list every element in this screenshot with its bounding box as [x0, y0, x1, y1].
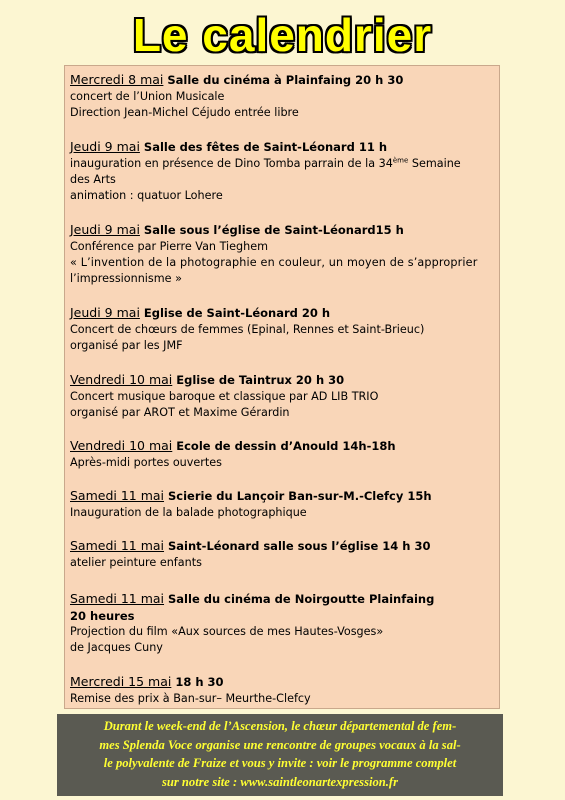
event-detail: organisé par les JMF	[70, 339, 183, 352]
event-detail: Concert de chœurs de femmes (Epinal, Rennes et Saint-Brieuc)	[70, 323, 425, 336]
event-detail: inauguration en présence de Dino Tomba parrain de la 34ème Semaine	[70, 156, 461, 170]
event-detail: des Arts	[70, 173, 116, 186]
event-date: Mercredi 15 mai	[70, 674, 172, 689]
event-item	[70, 537, 500, 571]
event-date: Vendredi 10 mai	[70, 438, 173, 453]
event-item	[70, 487, 500, 521]
page-title: Le calendrier	[132, 9, 433, 61]
event-item	[70, 304, 500, 354]
event-detail: « L’invention de la photographie en couleur, un moyen de s’approprier	[70, 256, 478, 269]
event-detail: animation : quatuor Lohere	[70, 189, 223, 202]
event-venue: Salle du cinéma à Plainfaing 20 h 30	[167, 73, 404, 87]
event-item	[70, 437, 500, 471]
event-detail: Remise des prix à Ban-sur– Meurthe-Clefcy	[70, 692, 311, 705]
event-date: Samedi 11 mai	[70, 591, 165, 606]
event-item	[70, 221, 500, 287]
event-venue: Eglise de Taintrux 20 h 30	[176, 373, 345, 387]
event-item	[70, 590, 500, 656]
event-venue: Salle sous l’église de Saint-Léonard15 h	[143, 223, 404, 237]
event-venue: Saint-Léonard salle sous l’église 14 h 30	[168, 539, 431, 553]
event-detail: Inauguration de la balade photographique	[70, 506, 307, 519]
event-venue: Salle du cinéma de Noirgoutte Plainfaing	[168, 592, 435, 606]
event-venue: Scierie du Lançoir Ban-sur-M.-Clefcy 15h	[168, 489, 432, 503]
event-detail: de Jacques Cuny	[70, 641, 163, 654]
event-item	[70, 71, 500, 121]
event-date: Jeudi 9 mai	[70, 139, 140, 154]
event-detail: Conférence par Pierre Van Tieghem	[70, 240, 269, 253]
event-detail: Projection du film «Aux sources de mes Hautes-Vosges»	[70, 625, 384, 638]
event-venue: Eglise de Saint-Léonard 20 h	[143, 306, 331, 320]
event-item	[70, 371, 500, 421]
event-item	[70, 673, 500, 707]
event-detail: atelier peinture enfants	[70, 556, 202, 569]
event-detail: concert de l’Union Musicale	[70, 90, 225, 103]
event-detail: Concert musique baroque et classique par AD LIB TRIO	[70, 390, 379, 403]
event-venue: Ecole de dessin d’Anould 14h-18h	[176, 439, 396, 453]
banner-text: Durant le week-end de l’Ascension, le chœur départemental de fem- mes Splenda Voce organise une rencontre de groupes vocaux à la sal- le polyvalente de Fraize et vous y invite : voir le programme complet sur notre site : www.saintleonartexpression.fr	[99, 719, 461, 789]
event-date: Mercredi 8 mai	[70, 72, 164, 87]
event-detail: Après-midi portes ouvertes	[70, 456, 222, 469]
event-venue: Salle des fêtes de Saint-Léonard 11 h	[143, 140, 388, 154]
event-detail: Direction Jean-Michel Céjudo entrée libre	[70, 106, 299, 119]
event-date: Samedi 11 mai	[70, 488, 165, 503]
event-item	[70, 138, 500, 204]
event-date: Jeudi 9 mai	[70, 222, 140, 237]
event-venue: 18 h 30	[175, 675, 224, 689]
event-date: Jeudi 9 mai	[70, 305, 140, 320]
event-date: Vendredi 10 mai	[70, 372, 173, 387]
event-date: Samedi 11 mai	[70, 538, 165, 553]
event-detail: l’impressionnisme »	[70, 272, 182, 285]
event-detail: organisé par AROT et Maxime Gérardin	[70, 406, 290, 419]
event-time: 20 heures	[70, 609, 135, 623]
